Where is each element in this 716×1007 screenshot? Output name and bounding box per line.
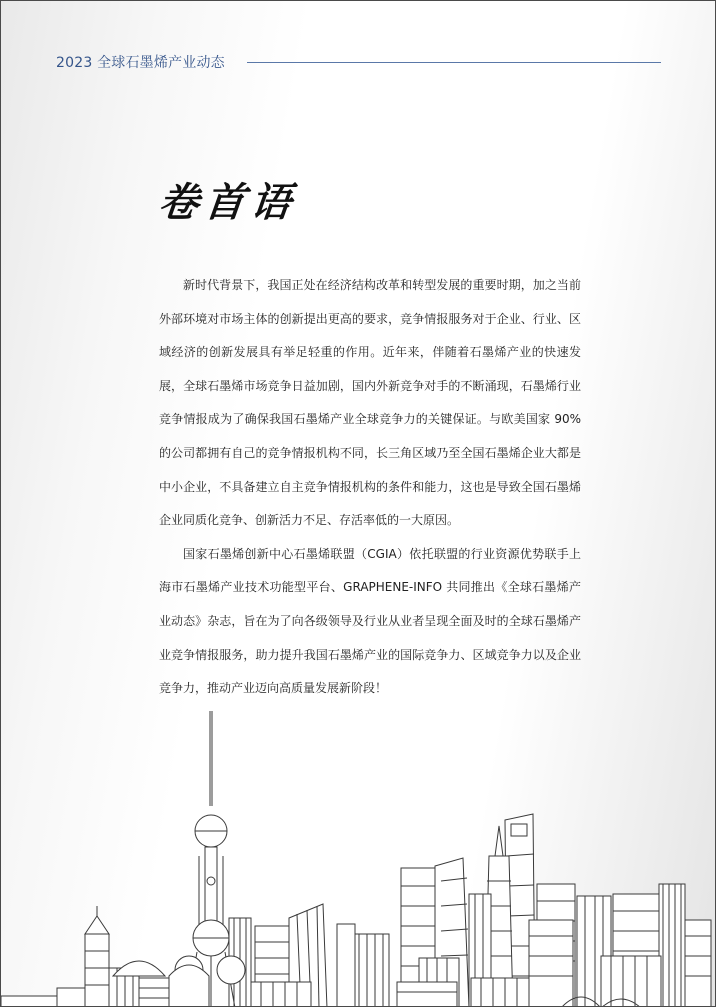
paragraph-2: 国家石墨烯创新中心石墨烯联盟（CGIA）依托联盟的行业资源优势联手上海市石墨烯产业技术功能型平台、GRAPHENE-INFO 共同推出《全球石墨烯产业动态》杂志，旨在为了向各级领导及行业从业者呈现全面及时的全球石墨烯产业竞争情报服务，助力提升我国石墨烯产业的国际竞争力、区域竞争力以及企业竞争力，推动产业迈向高质量发展新阶段！ (159, 546, 581, 696)
header-title: 2023 全球石墨烯产业动态 (56, 55, 225, 71)
city-skyline-illustration (1, 706, 716, 1007)
body-text (159, 269, 581, 706)
page-heading: 卷首语 (156, 179, 300, 226)
paragraph-1: 新时代背景下，我国正处在经济结构改革和转型发展的重要时期，加之当前外部环境对市场主体的创新提出更高的要求，竞争情报服务对于企业、行业、区域经济的创新发展具有举足轻重的作用。近年来，伴随着石墨烯产业的快速发展，全球石墨烯市场竞争日益加剧，国内外新竞争对手的不断涌现，石墨烯行业竞争情报成为了确保我国石墨烯产业全球竞争力的关键保证。与欧美国家 90% 的公司都拥有自己的竞争情报机构不同，长三角区域乃至全国石墨烯企业大都是中小企业，不具备建立自主竞争情报机构的条件和能力，这也是导致全国石墨烯企业同质化竞争、创新活力不足、存活率低的一大原因。 (159, 278, 581, 528)
header-rule (247, 62, 661, 63)
